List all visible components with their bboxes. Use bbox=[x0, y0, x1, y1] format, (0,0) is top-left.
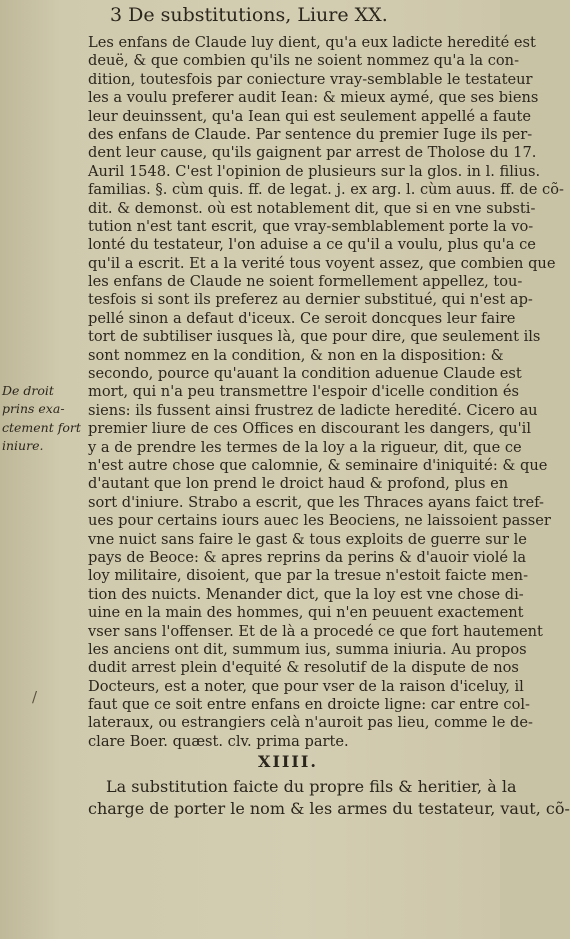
text-line: familias. §. cùm quis. ff. de legat. j. ex arg. l. cùm auus. ff. de cõ- bbox=[88, 181, 564, 199]
text-line: les anciens ont dit, summum ius, summa iniuria. Au propos bbox=[88, 640, 527, 658]
text-line: uine en la main des hommes, qui n'en peuuent exactement bbox=[88, 604, 524, 622]
text-line: Les enfans de Claude luy dient, qu'a eux ladicte heredité est bbox=[88, 34, 536, 51]
text-line: pellé sinon a defaut d'iceux. Ce seroit doncques leur faire bbox=[88, 309, 516, 327]
ink-mark: / bbox=[32, 688, 38, 706]
text-line: vne nuict sans faire le gast & tous exploits de guerre sur le bbox=[88, 530, 527, 548]
text-line: qu'il a escrit. Et a la verité tous voyent assez, que combien que bbox=[88, 254, 556, 272]
text-line: siens: ils fussent ainsi frustrez de ladicte heredité. Cicero au bbox=[88, 401, 538, 419]
text-line: pays de Beoce: & apres reprins da perins & d'auoir violé la bbox=[88, 548, 527, 566]
text-line: les enfans de Claude ne soient formellement appellez, tou- bbox=[88, 273, 523, 291]
text-line: secondo, pource qu'auant la condition aduenue Claude est bbox=[88, 365, 522, 383]
text-line: faut que ce soit entre enfans en droicte ligne: car entre col- bbox=[88, 696, 530, 714]
text-line: clare Boer. quæst. clv. prima parte. bbox=[88, 732, 349, 750]
text-line: tution n'est tant escrit, que vray-semblablement porte la vo- bbox=[88, 217, 534, 235]
text-body bbox=[88, 34, 570, 820]
text-line: des enfans de Claude. Par sentence du premier Iuge ils per- bbox=[88, 125, 533, 143]
text-line: sort d'iniure. Strabo a escrit, que les Thraces ayans faict tref- bbox=[88, 493, 544, 511]
text-line: dit. & demonst. où est notablement dit, que si en vne substi- bbox=[88, 199, 536, 217]
text-line: deuë, & que combien qu'ils ne soient nommez qu'a la con- bbox=[88, 52, 520, 70]
paragraph-2 bbox=[88, 776, 570, 820]
text-line: vser sans l'offenser. Et de là a procedé ce que fort hautement bbox=[88, 622, 543, 640]
section-number: XIIII. bbox=[258, 752, 318, 772]
text-line: La substitution faicte du propre fils & heritier, à la bbox=[106, 776, 517, 796]
margin-note-line: ctement fort bbox=[2, 419, 81, 435]
text-line: tort de subtiliser iusques là, que pour dire, que seulement ils bbox=[88, 328, 541, 346]
text-line: lateraux, ou estrangiers celà n'auroit pas lieu, comme le de- bbox=[88, 714, 533, 732]
running-header: 3 De substitutions, Liure XX. bbox=[110, 4, 388, 26]
text-line: mort, qui n'a peu transmettre l'espoir d'icelle condition és bbox=[88, 383, 519, 401]
text-line: lonté du testateur, l'on aduise a ce qu'il a voulu, plus qu'a ce bbox=[88, 236, 536, 254]
text-line: y a de prendre les termes de la loy a la rigueur, dit, que ce bbox=[88, 438, 522, 456]
text-line: sont nommez en la condition, & non en la disposition: & bbox=[88, 346, 504, 364]
text-line: tion des nuicts. Menander dict, que la loy est vne chose di- bbox=[88, 585, 524, 603]
text-line: dition, toutesfois par coniecture vray-semblable le testateur bbox=[88, 70, 533, 88]
text-line: leur deuinssent, qu'a Iean qui est seulement appellé a faute bbox=[88, 107, 532, 125]
margin-note-line: iniure. bbox=[2, 438, 44, 454]
text-line: Auril 1548. C'est l'opinion de plusieurs sur la glos. in l. filius. bbox=[88, 162, 541, 180]
text-line: ues pour certains iours auec les Beociens, ne laissoient passer bbox=[88, 512, 551, 530]
text-line: dent leur cause, qu'ils gaignent par arrest de Tholose du 17. bbox=[88, 144, 537, 162]
paragraph-1 bbox=[88, 34, 564, 751]
text-line: n'est autre chose que calomnie, & seminaire d'iniquité: & que bbox=[88, 456, 548, 474]
margin-note-line: prins exa- bbox=[2, 401, 65, 417]
margin-note-line: De droit bbox=[2, 383, 54, 398]
text-line: charge de porter le nom & les armes du testateur, vaut, cõ- bbox=[88, 798, 570, 818]
margin-note bbox=[2, 382, 86, 456]
text-line: les a voulu preferer audit Iean: & mieux aymé, que ses biens bbox=[88, 89, 539, 107]
text-line: d'autant que lon prend le droict haud & profond, plus en bbox=[88, 475, 509, 493]
text-line: loy militaire, disoient, que par la tresue n'estoit faicte men- bbox=[88, 567, 529, 585]
text-line: tesfois si sont ils preferez au dernier substitué, qui n'est ap- bbox=[88, 291, 533, 309]
text-line: Docteurs, est a noter, que pour vser de la raison d'iceluy, il bbox=[88, 677, 524, 695]
text-line: dudit arrest plein d'equité & resolutif de la dispute de nos bbox=[88, 659, 519, 677]
text-line: premier liure de ces Offices en discourant les dangers, qu'il bbox=[88, 420, 531, 438]
